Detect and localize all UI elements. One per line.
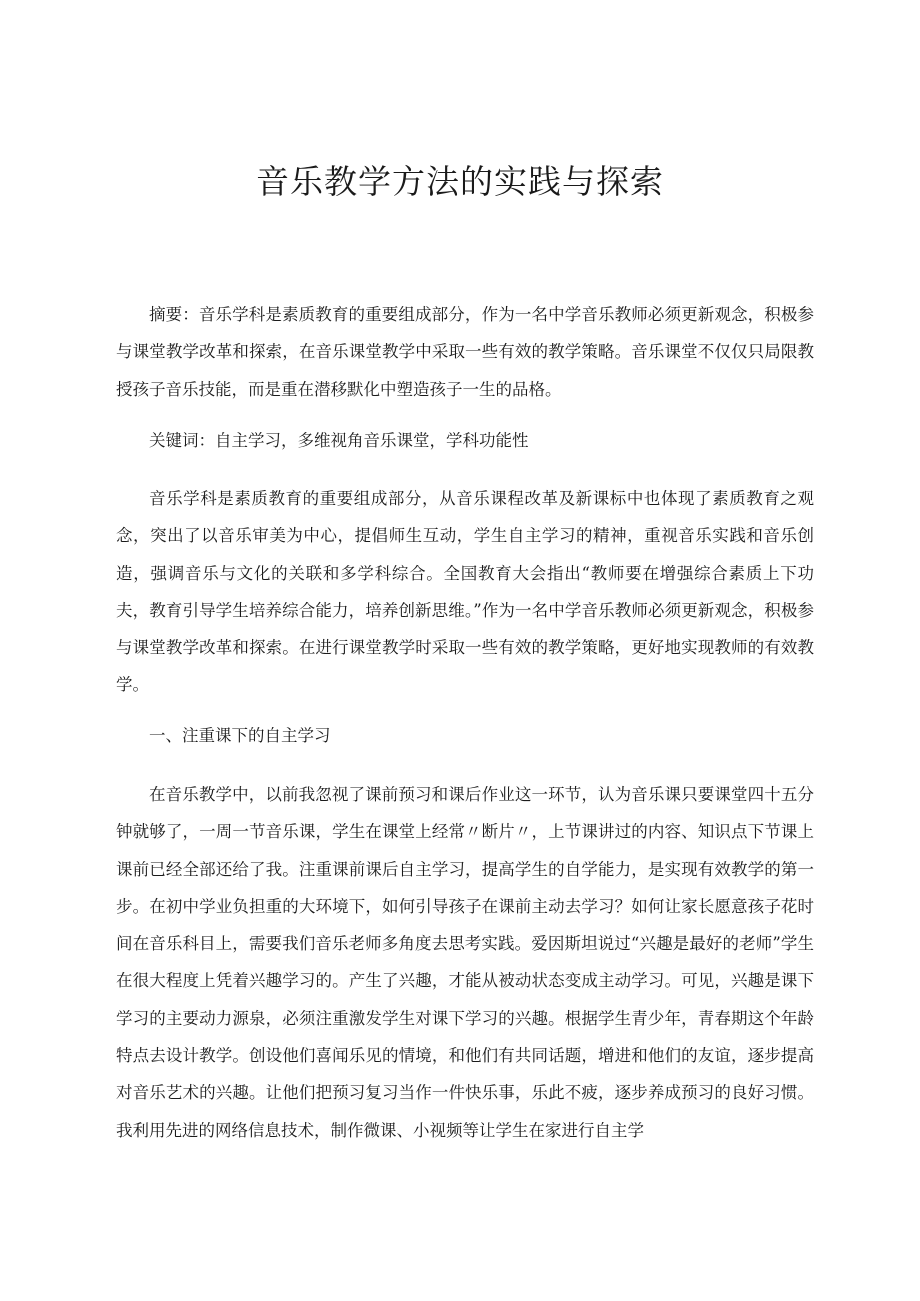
intro-paragraph: 音乐学科是素质教育的重要组成部分，从音乐课程改革及新课标中也体现了素质教育之观念，突出了以音乐审美为中心，提倡师生互动，学生自主学习的精神，重视音乐实践和音乐创造，强调音乐与文化的关联和多学科综合。全国教育大会指出“教师要在增强综合素质上下功夫，教育引导学生培养综合能力，培养创新思维。”作为一名中学音乐教师必须更新观念，积极参与课堂教学改革和探索。在进行课堂教学时采取一些有效的教学策略，更好地实现教师的有效教学。 <box>116 489 814 695</box>
keywords-paragraph: 关键词：自主学习，多维视角音乐课堂，学科功能性 <box>149 431 529 450</box>
section-heading: 一、注重课下的自主学习 <box>149 726 331 745</box>
section-paragraph: 在音乐教学中，以前我忽视了课前预习和课后作业这一环节，认为音乐课只要课堂四十五分钟就够了，一周一节音乐课，学生在课堂上经常〃断片〃，上节课讲过的内容、知识点下节课上课前已经全部还给了我。注重课前课后自主学习，提高学生的自学能力，是实现有效教学的第一步。在初中学业负担重的大环境下，如何引导孩子在课前主动去学习？如何让家长愿意孩子花时间在音乐科目上，需要我们音乐老师多角度去思考实践。爱因斯坦说过“兴趣是最好的老师”学生在很大程度上凭着兴趣学习的。产生了兴趣，才能从被动状态变成主动学习。可见，兴趣是课下学习的主要动力源泉，必须注重激发学生对课下学习的兴趣。根据学生青少年，青春期这个年龄特点去设计教学。创设他们喜闻乐见的情境，和他们有共同话题，增进和他们的友谊，逐步提高对音乐艺术的兴趣。让他们把预习复习当作一件快乐事，乐此不疲，逐步养成预习的良好习惯。我利用先进的网络信息技术，制作微课、小视频等让学生在家进行自主学 <box>116 785 814 1140</box>
abstract-paragraph: 摘要：音乐学科是素质教育的重要组成部分，作为一名中学音乐教师必须更新观念，积极参与课堂教学改革和探索，在音乐课堂教学中采取一些有效的教学策略。音乐课堂不仅仅只局限教授孩子音乐技能，而是重在潜移默化中塑造孩子一生的品格。 <box>116 305 814 399</box>
document-title: 音乐教学方法的实践与探索 <box>256 162 664 201</box>
